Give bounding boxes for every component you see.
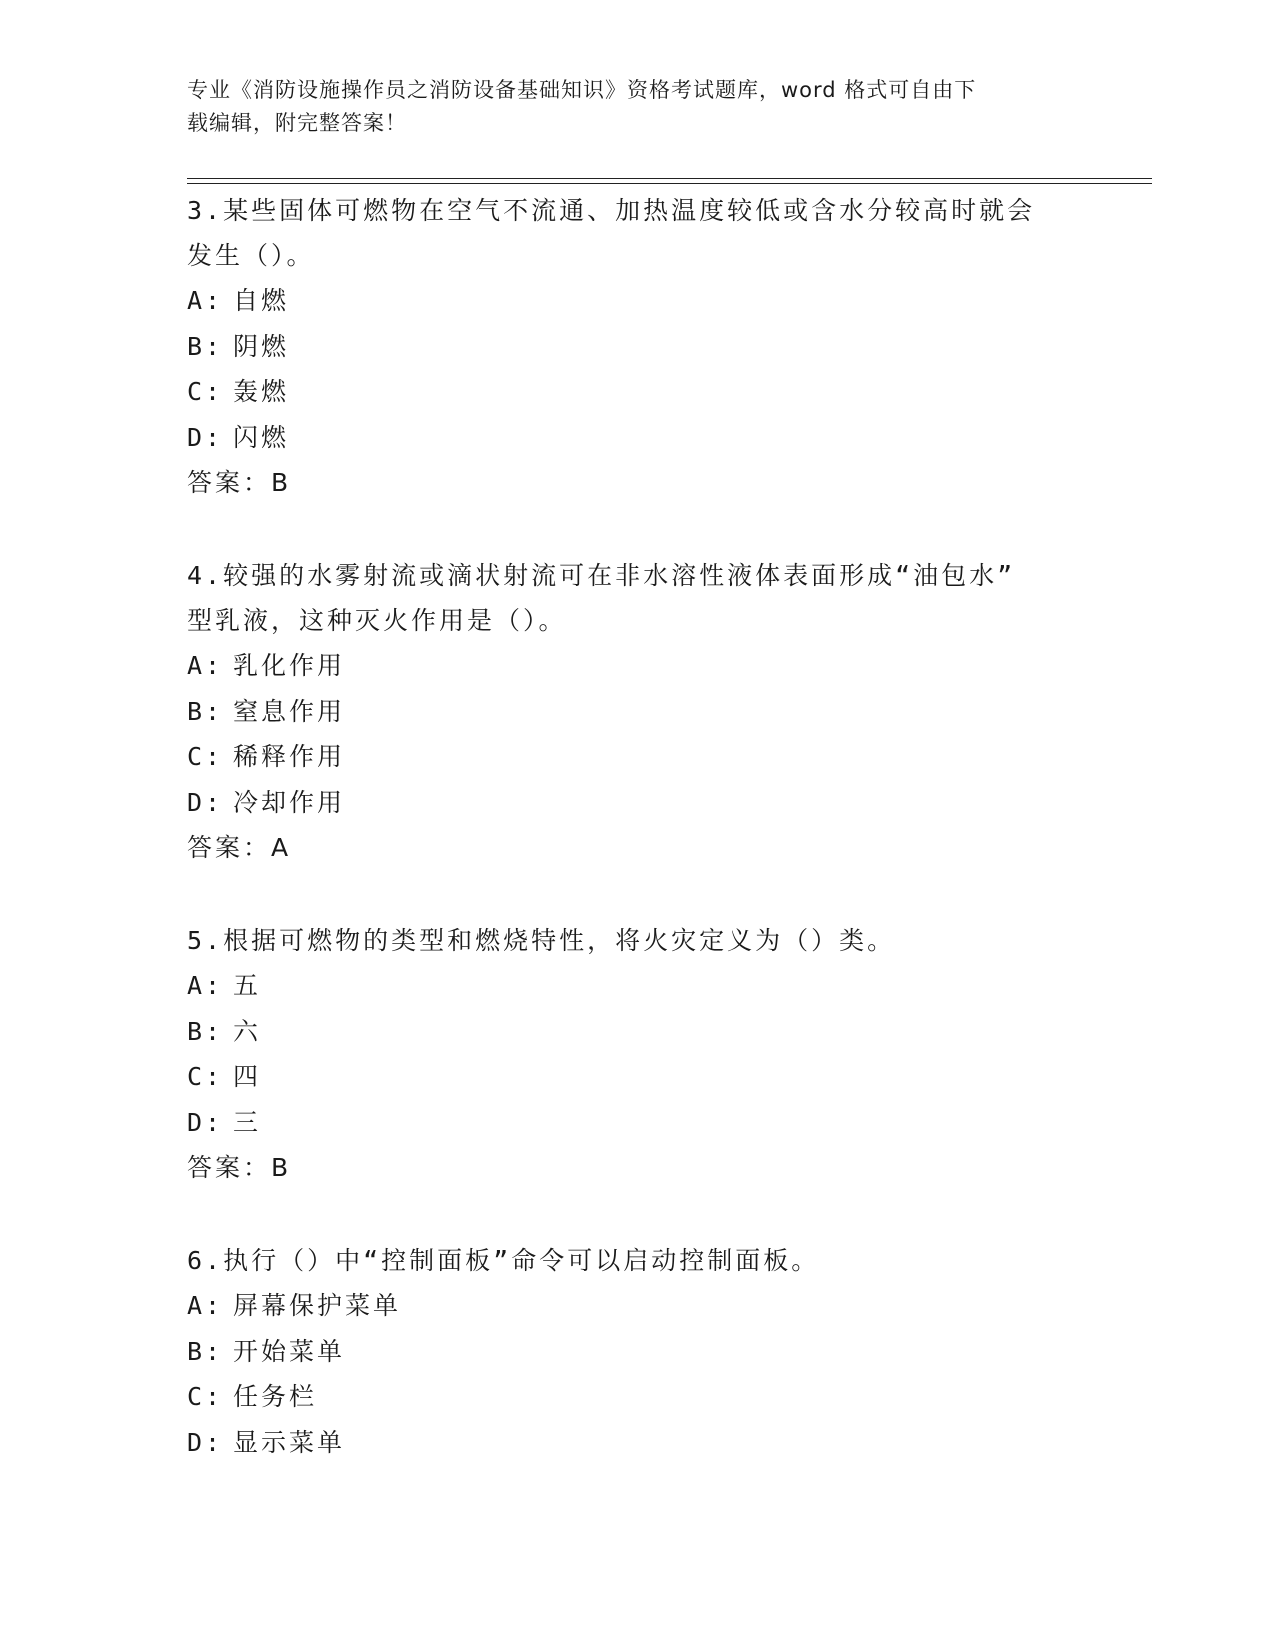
- option-key: C:: [187, 377, 224, 406]
- question-stem: 4.较强的水雾射流或滴状射流可在非水溶性液体表面形成“油包水”: [187, 561, 1016, 590]
- option-b: [187, 1009, 1087, 1055]
- header-line-1: 专业《消防设施操作员之消防设备基础知识》资格考试题库，word 格式可自由下: [187, 78, 977, 102]
- question-5: [187, 918, 1087, 1190]
- option-a: [187, 643, 1087, 689]
- spacer: [187, 870, 1087, 918]
- option-text: 乳化作用: [233, 651, 346, 680]
- option-key: D:: [187, 1107, 224, 1137]
- option-text: 轰燃: [233, 377, 290, 406]
- option-key: C:: [187, 1382, 224, 1411]
- option-c: [187, 1054, 1087, 1100]
- header-rule-top: [187, 178, 1152, 179]
- option-c: [187, 369, 1087, 415]
- option-key: B:: [187, 331, 224, 361]
- option-text: 自燃: [233, 286, 290, 315]
- document-header: [187, 74, 1067, 140]
- spacer: [187, 1190, 1087, 1238]
- option-d: [187, 415, 1087, 461]
- answer-line: 答案：A: [187, 833, 292, 862]
- question-list: [187, 188, 1087, 1465]
- option-text: 任务栏: [233, 1382, 318, 1411]
- option-a: [187, 278, 1087, 324]
- question-stem-continued: 型乳液，这种灭火作用是（）。: [187, 606, 567, 635]
- option-text: 窒息作用: [233, 696, 346, 726]
- option-key: D:: [187, 1427, 224, 1457]
- option-key: A:: [187, 1291, 224, 1320]
- option-text: 三: [233, 1107, 262, 1137]
- option-key: B:: [187, 1016, 224, 1046]
- option-key: B:: [187, 696, 224, 726]
- question-stem: 6.执行（）中“控制面板”命令可以启动控制面板。: [187, 1246, 820, 1275]
- option-key: C:: [187, 1062, 224, 1091]
- spacer: [187, 505, 1087, 553]
- option-d: [187, 780, 1087, 826]
- option-text: 显示菜单: [233, 1427, 346, 1457]
- option-text: 五: [233, 971, 262, 1000]
- option-key: A:: [187, 651, 224, 680]
- question-6: [187, 1238, 1087, 1465]
- option-text: 六: [233, 1016, 262, 1046]
- option-c: [187, 1374, 1087, 1420]
- header-rule-bottom: [187, 183, 1152, 184]
- option-d: [187, 1100, 1087, 1146]
- option-text: 稀释作用: [233, 742, 346, 771]
- option-b: [187, 689, 1087, 735]
- option-text: 冷却作用: [233, 787, 346, 817]
- question-stem-continued: 发生（）。: [187, 241, 315, 270]
- question-stem: 3.某些固体可燃物在空气不流通、加热温度较低或含水分较高时就会: [187, 196, 1036, 225]
- question-stem: 5.根据可燃物的类型和燃烧特性，将火灾定义为（）类。: [187, 926, 896, 955]
- option-key: B:: [187, 1336, 224, 1366]
- answer-line: 答案：B: [187, 1153, 292, 1182]
- option-a: [187, 1283, 1087, 1329]
- option-text: 屏幕保护菜单: [233, 1291, 402, 1320]
- question-3: [187, 188, 1087, 505]
- question-4: [187, 553, 1087, 870]
- option-key: D:: [187, 787, 224, 817]
- option-key: A:: [187, 971, 224, 1000]
- option-c: [187, 734, 1087, 780]
- option-text: 开始菜单: [233, 1336, 346, 1366]
- header-line-2: 载编辑，附完整答案！: [187, 111, 407, 135]
- option-text: 四: [233, 1062, 262, 1091]
- option-b: [187, 324, 1087, 370]
- option-b: [187, 1329, 1087, 1375]
- answer-line: 答案：B: [187, 468, 292, 497]
- option-key: C:: [187, 742, 224, 771]
- option-text: 阴燃: [233, 331, 290, 361]
- option-a: [187, 963, 1087, 1009]
- option-key: D:: [187, 422, 224, 452]
- option-key: A:: [187, 286, 224, 315]
- option-text: 闪燃: [233, 422, 290, 452]
- option-d: [187, 1420, 1087, 1466]
